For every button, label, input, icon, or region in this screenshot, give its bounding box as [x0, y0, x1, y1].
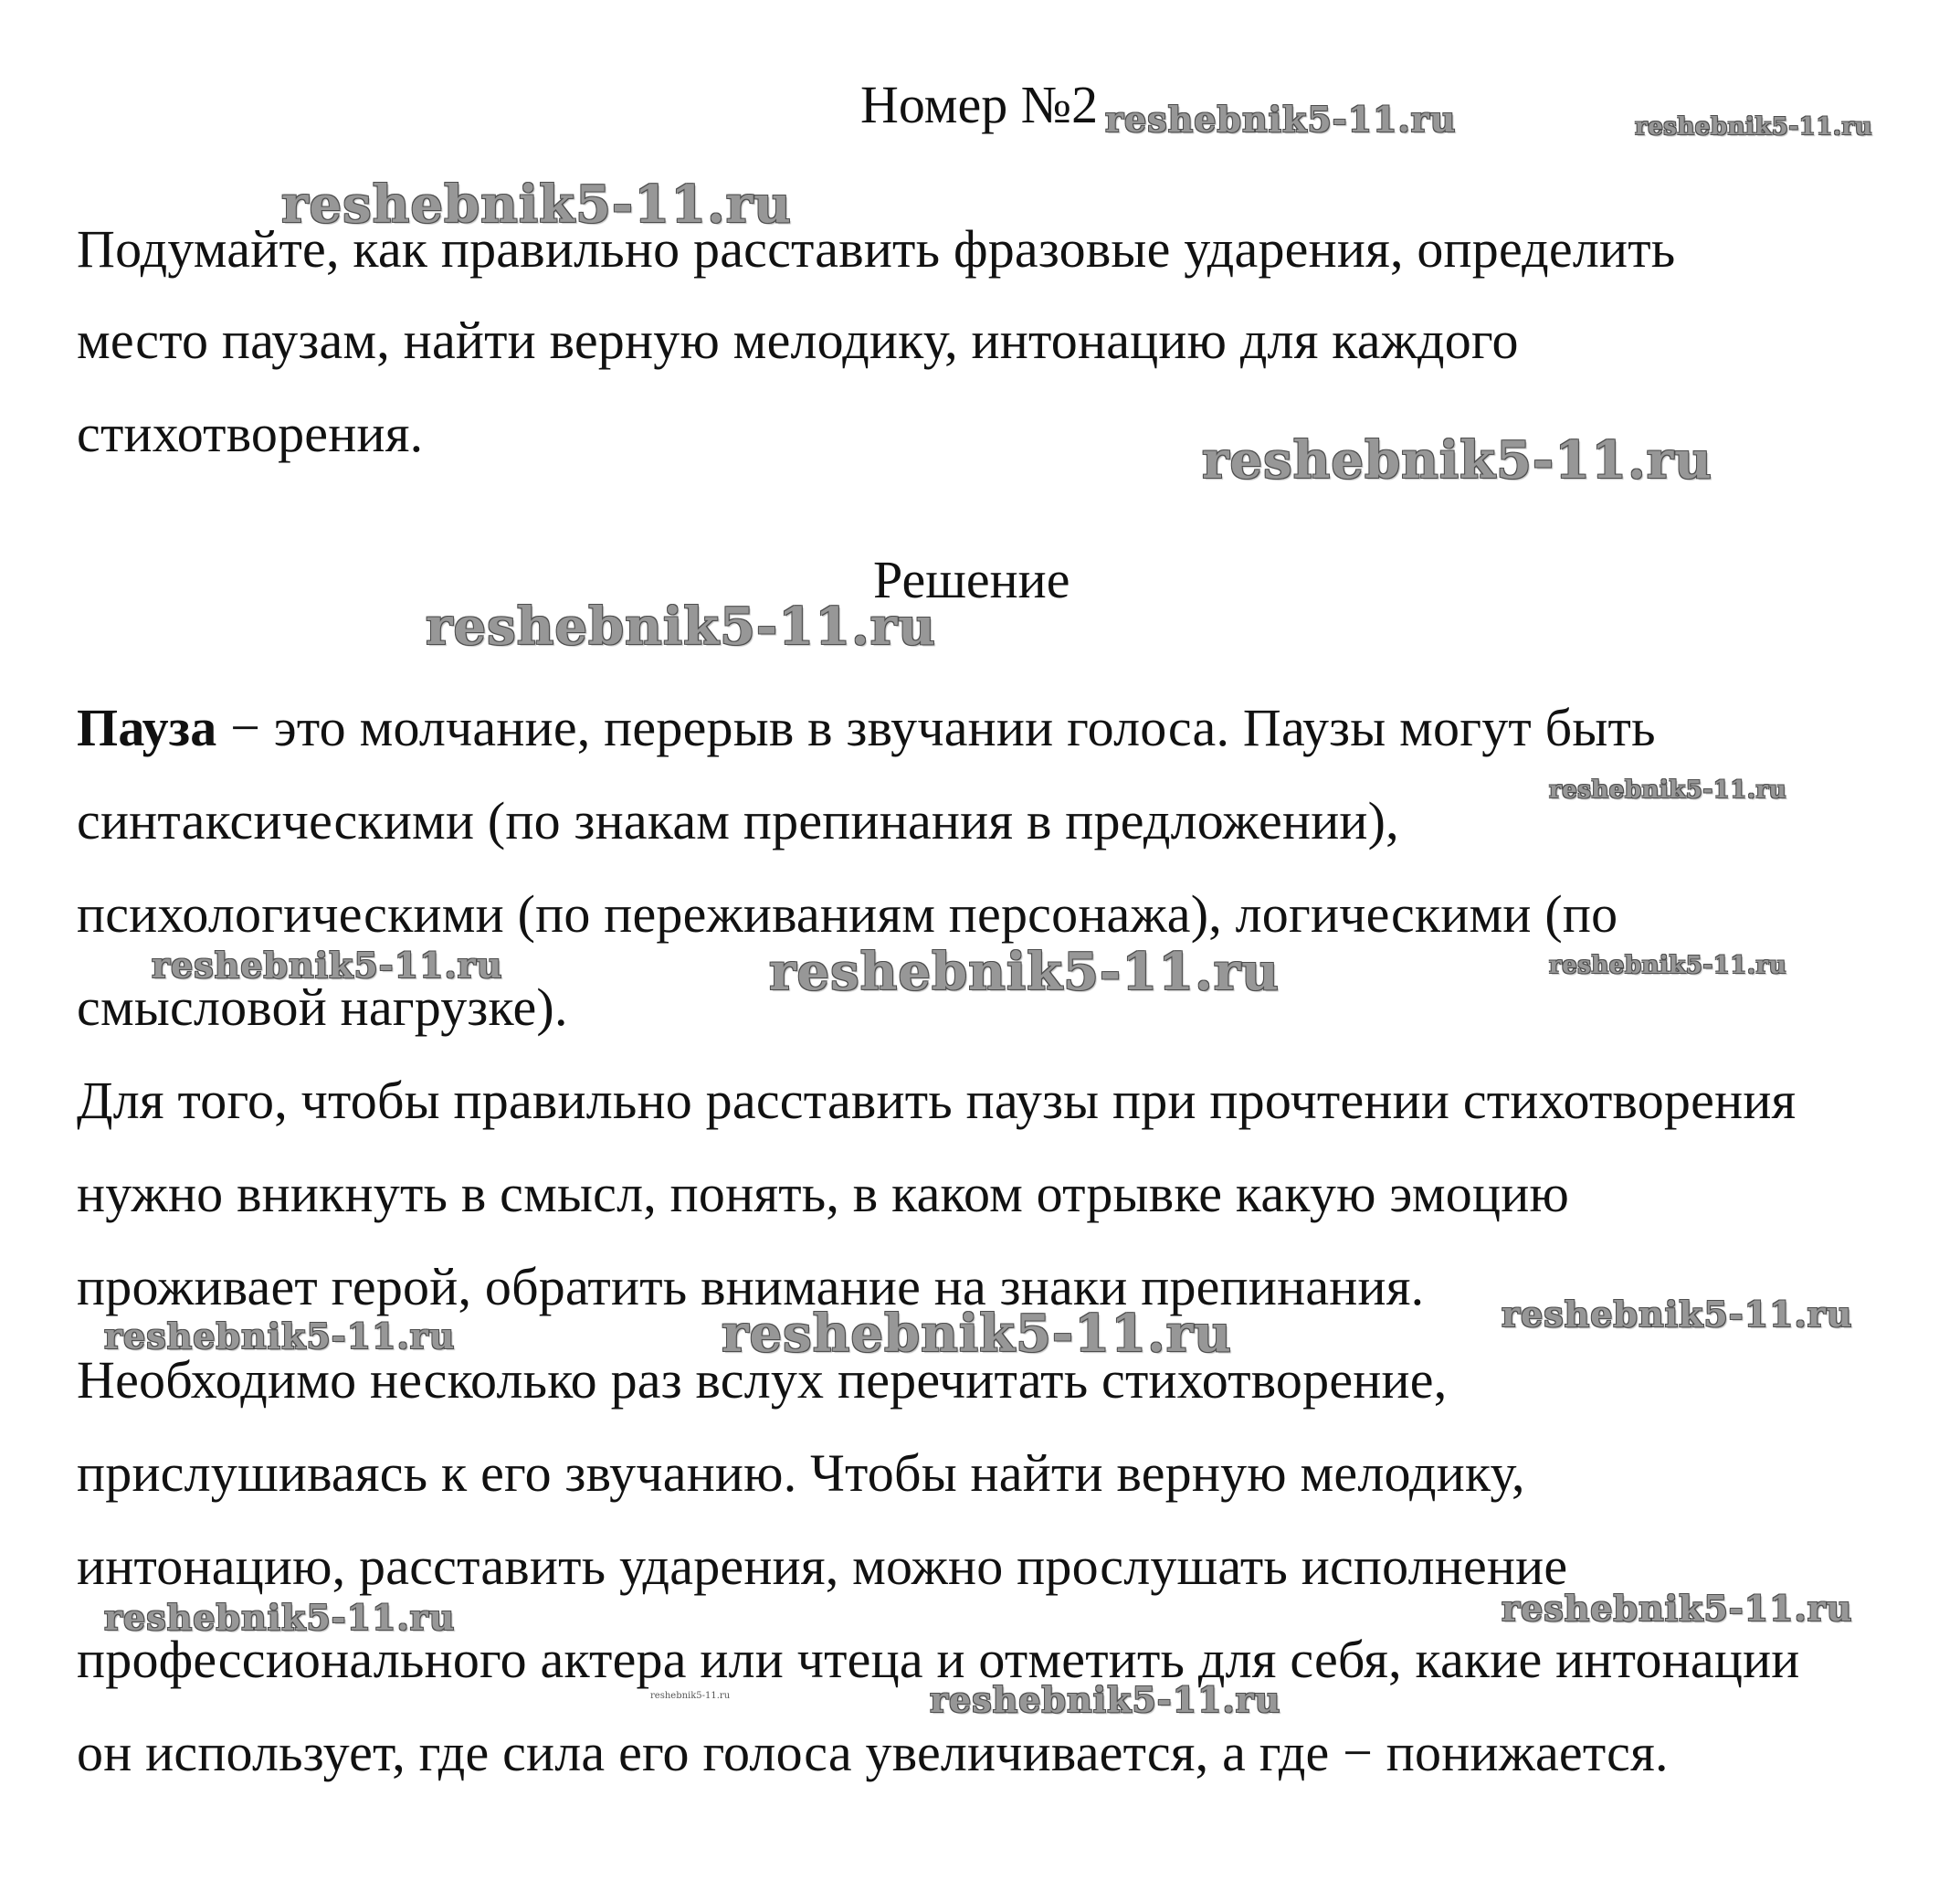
watermark: reshebnik5-11.ru	[281, 174, 792, 235]
watermark: reshebnik5-11.ru	[769, 942, 1280, 1002]
watermark: reshebnik5-11.ru	[1549, 776, 1787, 804]
watermark: reshebnik5-11.ru	[1502, 1294, 1853, 1335]
watermark: reshebnik5-11.ru	[1549, 952, 1787, 979]
solution-line: Необходимо несколько раз вслух перечитать стихотворение,	[77, 1350, 1448, 1410]
watermark: reshebnik5-11.ru	[722, 1304, 1232, 1364]
solution-line: синтаксическими (по знакам препинания в предложении),	[77, 791, 1399, 850]
watermark: reshebnik5-11.ru	[1635, 113, 1873, 141]
task-line: Подумайте, как правильно расставить фразовые ударения, определить	[77, 219, 1676, 279]
watermark: reshebnik5-11.ru	[1105, 99, 1457, 140]
term-pauza: Пауза	[77, 698, 217, 757]
watermark: reshebnik5-11.ru	[1502, 1588, 1853, 1629]
solution-line: смысловой нагрузке).	[77, 977, 568, 1037]
task-line: место паузам, найти верную мелодику, интонацию для каждого	[77, 311, 1519, 370]
solution-line: Для того, чтобы правильно расставить паузы при прочтении стихотворения	[77, 1071, 1797, 1130]
watermark: reshebnik5-11.ru	[104, 1597, 456, 1638]
task-line: стихотворения.	[77, 404, 424, 463]
solution-line: интонацию, расставить ударения, можно прослушать исполнение	[77, 1537, 1568, 1596]
solution-line: прислушиваясь к его звучанию. Чтобы найти верную мелодику,	[77, 1443, 1525, 1503]
solution-first-line	[77, 698, 1656, 757]
watermark: reshebnik5-11.ru	[426, 597, 936, 657]
watermark: reshebnik5-11.ru	[152, 945, 503, 986]
solution-first-line-text: − это молчание, перерыв в звучании голоса. Паузы могут быть	[216, 698, 1656, 757]
solution-heading: Решение	[873, 550, 1070, 609]
solution-line: нужно вникнуть в смысл, понять, в каком отрывке какую эмоцию	[77, 1164, 1570, 1223]
solution-line: профессионального актера или чтеца и отметить для себя, какие интонации	[77, 1630, 1800, 1689]
solution-line: он использует, где сила его голоса увеличивается, а где − понижается.	[77, 1723, 1669, 1782]
watermark: reshebnik5-11.ru	[1202, 430, 1712, 491]
watermark: reshebnik5-11.ru	[104, 1315, 456, 1357]
page-title: Номер №2	[860, 75, 1099, 134]
solution-line: проживает герой, обратить внимание на знаки препинания.	[77, 1257, 1425, 1316]
watermark: reshebnik5-11.ru	[930, 1679, 1281, 1720]
solution-line: психологическими (по переживаниям персонажа), логическими (по	[77, 884, 1618, 944]
watermark: reshebnik5-11.ru	[650, 1691, 731, 1701]
